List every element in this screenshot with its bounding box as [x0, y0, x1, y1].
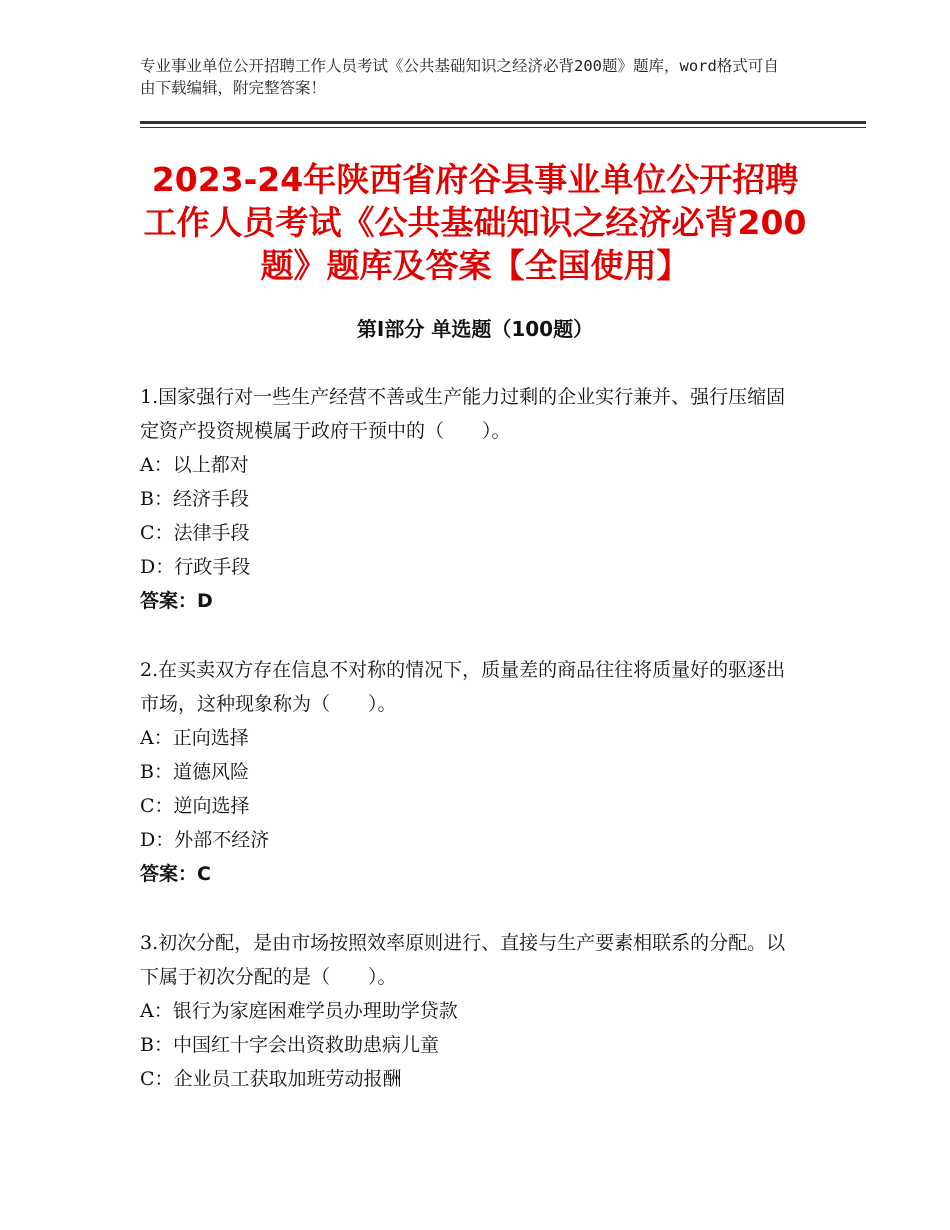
section-title: 第I部分 单选题（100题） [356, 317, 594, 341]
option-c: C：逆向选择 [140, 795, 250, 817]
document-title: 2023-24年陕西省府谷县事业单位公开招聘工作人员考试《公共基础知识之经济必背200题》题库及答案【全国使用】 [143, 160, 807, 285]
option-a: A：银行为家庭困难学员办理助学贷款 [140, 1000, 458, 1022]
header-note: 专业事业单位公开招聘工作人员考试《公共基础知识之经济必背200题》题库，word格式可自由下载编辑，附完整答案！ [140, 57, 779, 97]
option-a: A：正向选择 [140, 727, 249, 749]
header-divider-thick [140, 121, 866, 124]
header-divider-thin [140, 127, 866, 128]
answer: 答案：C [140, 863, 211, 885]
question-stem: 1.国家强行对一些生产经营不善或生产能力过剩的企业实行兼并、强行压缩固定资产投资规模属于政府干预中的（ ）。 [140, 386, 786, 442]
option-b: B：经济手段 [140, 488, 249, 510]
answer: 答案：D [140, 590, 213, 612]
option-d: D：外部不经济 [140, 829, 270, 851]
question-1 [140, 380, 800, 618]
question-3 [140, 926, 800, 1096]
option-d: D：行政手段 [140, 556, 251, 578]
option-c: C：企业员工获取加班劳动报酬 [140, 1068, 402, 1090]
option-c: C：法律手段 [140, 522, 250, 544]
question-stem: 2.在买卖双方存在信息不对称的情况下，质量差的商品往往将质量好的驱逐出市场，这种现象称为（ ）。 [140, 659, 786, 715]
option-a: A：以上都对 [140, 454, 249, 476]
option-b: B：中国红十字会出资救助患病儿童 [140, 1034, 439, 1056]
question-stem: 3.初次分配，是由市场按照效率原则进行、直接与生产要素相联系的分配。以下属于初次分配的是（ ）。 [140, 932, 786, 988]
option-b: B：道德风险 [140, 761, 249, 783]
question-2 [140, 653, 800, 891]
